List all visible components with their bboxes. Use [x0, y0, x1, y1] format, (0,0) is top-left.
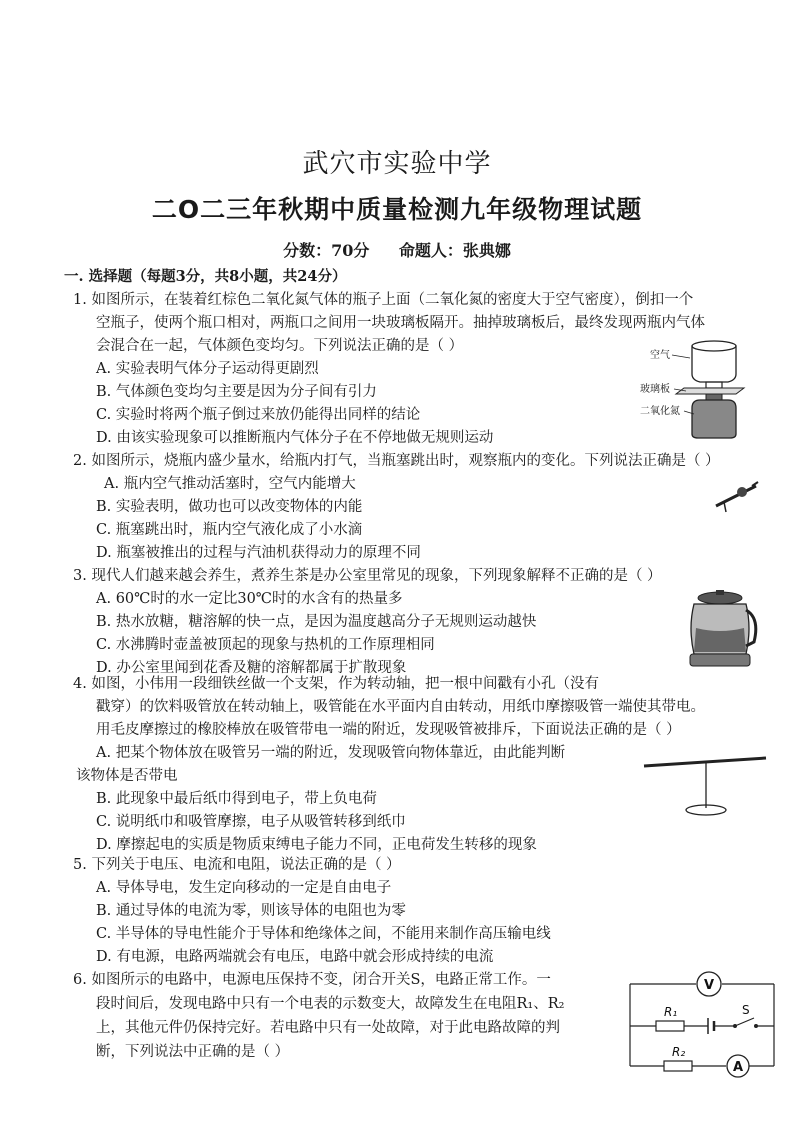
- q4-option-a-line-1: A. 把某个物体放在吸管另一端的附近，发现吸管向物体靠近，由此能判断: [96, 745, 566, 761]
- q2-option-c: C. 瓶塞跳出时，瓶内空气液化成了小水滴: [96, 522, 363, 538]
- resistor-r1-icon: [656, 1021, 684, 1031]
- q6-figure-circuit: [622, 970, 782, 1080]
- exam-title: 二O二三年秋期中质量检测九年级物理试题: [151, 195, 643, 224]
- exam-meta: [0, 238, 794, 261]
- q6-line-1: 6. 如图所示的电路中，电源电压保持不变，闭合开关S，电路正常工作。一: [73, 972, 551, 988]
- q5-option-a: A. 导体导电，发生定向移动的一定是自由电子: [96, 880, 392, 896]
- q1-figure-bottles: [640, 338, 750, 442]
- q3-line-1: 3. 现代人们越来越会养生，煮养生茶是办公室里常见的现象，下列现象解释不正确的是（ ）: [73, 568, 662, 584]
- q1-line-2: 空瓶子，使两个瓶口相对，两瓶口之间用一块玻璃板隔开。抽掉玻璃板后，最终发现两瓶内气体: [96, 315, 705, 331]
- q3-figure-kettle: [680, 588, 760, 672]
- section-heading: 一. 选择题（每题3分，共8小题，共24分）: [64, 268, 347, 285]
- r2-label: R₂: [672, 1045, 686, 1059]
- ammeter-label: A: [733, 1060, 744, 1075]
- q4-line-3: 用毛皮摩擦过的橡胶棒放在吸管带电一端的附近，发现吸管被排斥，下面说法正确的是（ ）: [96, 722, 681, 738]
- q2-line-1: 2. 如图所示，烧瓶内盛少量水，给瓶内打气，当瓶塞跳出时，观察瓶内的变化。下列说法正确是（ ）: [73, 453, 720, 469]
- r1-label: R₁: [664, 1005, 678, 1019]
- q6-line-2: 段时间后，发现电路中只有一个电表的示数变大，故障发生在电阻R₁、R₂: [96, 996, 565, 1012]
- q1-option-c: C. 实验时将两个瓶子倒过来放仍能得出同样的结论: [96, 407, 421, 423]
- q6-line-3: 上，其他元件仍保持完好。若电路中只有一处故障，对于此电路故障的判: [96, 1020, 560, 1036]
- q1-line-1: 1. 如图所示，在装着红棕色二氧化氮气体的瓶子上面（二氧化氮的密度大于空气密度），倒扣一个: [73, 292, 694, 308]
- q2-option-b: B. 实验表明，做功也可以改变物体的内能: [96, 499, 363, 515]
- q1-option-a: A. 实验表明气体分子运动得更剧烈: [96, 361, 319, 377]
- q2-option-a: A. 瓶内空气推动活塞时，空气内能增大: [104, 476, 356, 492]
- switch-icon: [735, 1018, 754, 1026]
- resistor-r2-icon: [664, 1061, 692, 1071]
- q1-option-d: D. 由该实验现象可以推断瓶内气体分子在不停地做无规则运动: [96, 430, 494, 446]
- author-info: 命题人：张典娜: [398, 241, 511, 260]
- school-name: 武穴市实验中学: [302, 149, 492, 179]
- q4-line-2: 戳穿）的饮料吸管放在转动轴上，吸管能在水平面内自由转动，用纸巾摩擦吸管一端使其带电。: [96, 699, 705, 715]
- q4-option-a-line-2: 该物体是否带电: [76, 768, 178, 784]
- switch-label: S: [742, 1003, 750, 1017]
- score-info: 分数：70分: [283, 241, 370, 260]
- q3-option-a: A. 60℃时的水一定比30℃时的水含有的热量多: [96, 591, 403, 607]
- q6-line-4: 断，下列说法中正确的是（ ）: [96, 1044, 290, 1060]
- q1-label-air: 空气: [650, 350, 670, 361]
- q3-option-b: B. 热水放糖，糖溶解的快一点，是因为温度越高分子无规则运动越快: [96, 614, 537, 630]
- q4-option-b: B. 此现象中最后纸巾得到电子，带上负电荷: [96, 791, 377, 807]
- q2-option-d: D. 瓶塞被推出的过程与汽油机获得动力的原理不同: [96, 545, 421, 561]
- q5-line-1: 5. 下列关于电压、电流和电阻，说法正确的是（ ）: [73, 857, 401, 873]
- q1-option-b: B. 气体颜色变均匀主要是因为分子间有引力: [96, 384, 377, 400]
- q5-option-b: B. 通过导体的电流为零，则该导体的电阻也为零: [96, 903, 406, 919]
- q5-option-c: C. 半导体的导电性能介于导体和绝缘体之间，不能用来制作高压输电线: [96, 926, 551, 942]
- q4-option-d: D. 摩擦起电的实质是物质束缚电子能力不同，正电荷发生转移的现象: [96, 837, 537, 853]
- q4-figure-straw: [640, 754, 770, 818]
- q4-option-c: C. 说明纸巾和吸管摩擦，电子从吸管转移到纸巾: [96, 814, 406, 830]
- q3-option-d: D. 办公室里闻到花香及糖的溶解都属于扩散现象: [96, 660, 407, 676]
- voltmeter-label: V: [704, 978, 715, 993]
- q1-label-no2: 二氧化氮: [640, 406, 680, 417]
- q2-figure-flask: [712, 478, 762, 514]
- q1-label-glass: 玻璃板: [640, 384, 670, 395]
- q4-line-1: 4. 如图，小伟用一段细铁丝做一个支架，作为转动轴，把一根中间戳有小孔（没有: [73, 676, 599, 692]
- q3-option-c: C. 水沸腾时壶盖被顶起的现象与热机的工作原理相同: [96, 637, 435, 653]
- q1-line-3: 会混合在一起，气体颜色变均匀。下列说法正确的是（ ）: [96, 338, 464, 354]
- q5-option-d: D. 有电源，电路两端就会有电压，电路中就会形成持续的电流: [96, 949, 494, 965]
